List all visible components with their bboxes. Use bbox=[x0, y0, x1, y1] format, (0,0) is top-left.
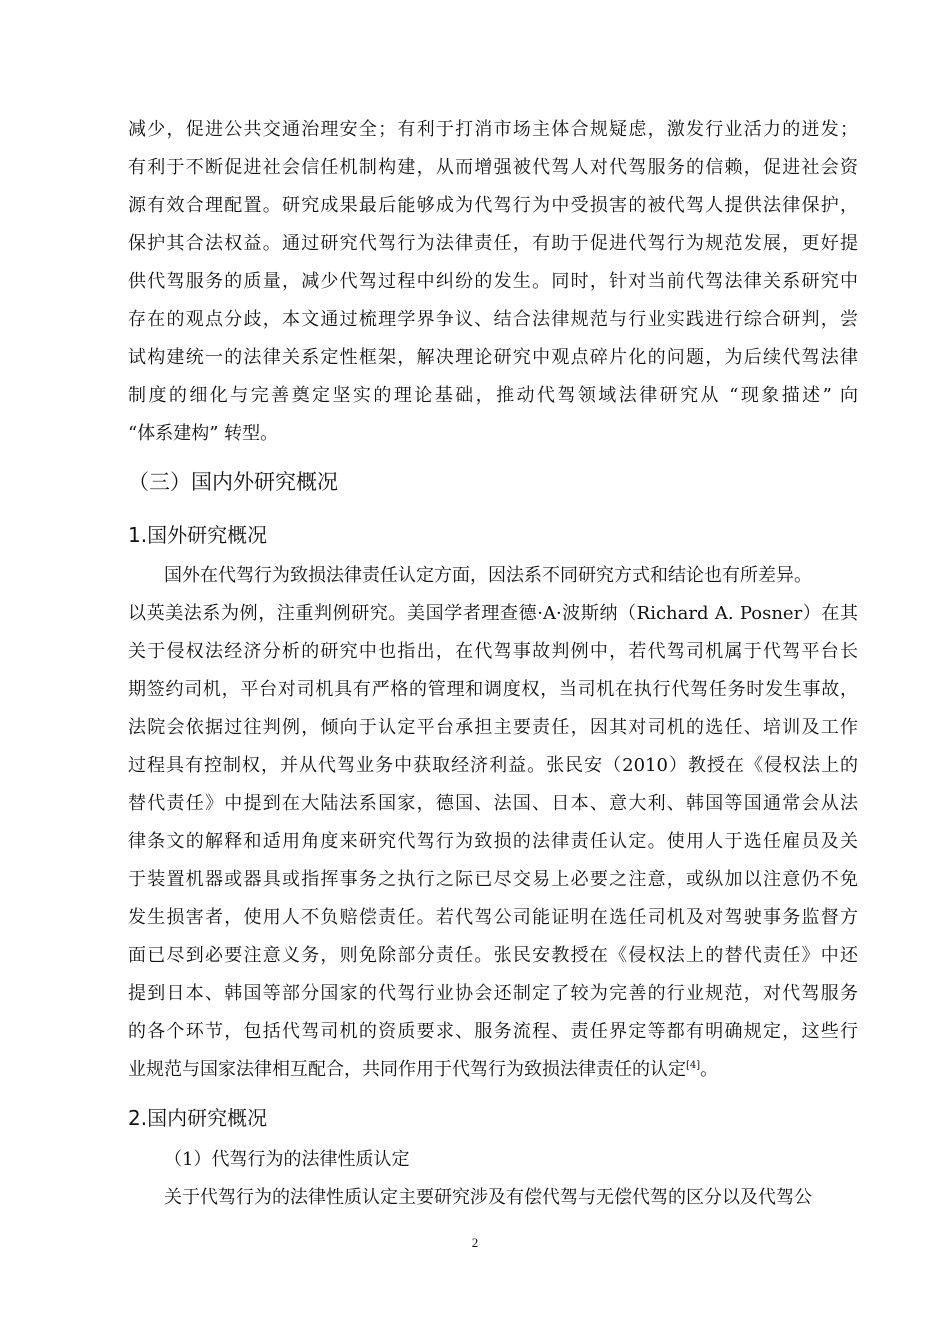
paragraph-line: 面已尽到必要注意义务，则免除部分责任。张民安教授在《侵权法上的替代责任》中还 bbox=[128, 945, 858, 966]
paragraph-line: 减少，促进公共交通治理安全；有利于打消市场主体合规疑虑，激发行业活力的迸发； bbox=[128, 119, 858, 140]
subsection-heading-domestic: 2.国内研究概况 bbox=[128, 1106, 268, 1130]
section-heading: （三）国内外研究概况 bbox=[128, 470, 338, 494]
paragraph-line: 法院会依据过往判例，倾向于认定平台承担主要责任，因其对司机的选任、培训及工作 bbox=[128, 717, 858, 738]
paragraph-line: 国外在代驾行为致损法律责任认定方面，因法系不同研究方式和结论也有所差异。 bbox=[164, 565, 812, 586]
paragraph-line: 期签约司机，平台对司机具有严格的管理和调度权，当司机在执行代驾任务时发生事故， bbox=[128, 679, 858, 700]
paragraph-line: 保护其合法权益。通过研究代驾行为法律责任，有助于促进代驾行为规范发展，更好提 bbox=[128, 233, 858, 254]
paragraph-line: “体系建构” 转型。 bbox=[128, 423, 279, 444]
paragraph-line: 过程具有控制权，并从代驾业务中获取经济利益。张民安（2010）教授在《侵权法上的 bbox=[128, 755, 858, 776]
page-number: 2 bbox=[471, 1235, 479, 1250]
paragraph-end: 。 bbox=[700, 1059, 719, 1080]
citation-ref: [4] bbox=[686, 1060, 701, 1071]
paragraph-line: 关于侵权法经济分析的研究中也指出，在代驾事故判例中，若代驾司机属于代驾平台长 bbox=[128, 641, 858, 662]
sub-subheading: （1）代驾行为的法律性质认定 bbox=[164, 1149, 410, 1170]
paragraph-line: 提到日本、韩国等部分国家的代驾行业协会还制定了较为完善的行业规范，对代驾服务 bbox=[128, 983, 858, 1004]
paragraph-line: 试构建统一的法律关系定性框架，解决理论研究中观点碎片化的问题，为后续代驾法律 bbox=[128, 347, 858, 368]
paragraph-line: 有利于不断促进社会信任机制构建，从而增强被代驾人对代驾服务的信赖，促进社会资 bbox=[128, 157, 858, 178]
paragraph-line: 关于代驾行为的法律性质认定主要研究涉及有偿代驾与无偿代驾的区分以及代驾公 bbox=[164, 1187, 812, 1208]
paragraph-line: 存在的观点分歧，本文通过梳理学界争议、结合法律规范与行业实践进行综合研判，尝 bbox=[128, 309, 858, 330]
paragraph-line: 替代责任》中提到在大陆法系国家，德国、法国、日本、意大利、韩国等国通常会从法 bbox=[128, 793, 858, 814]
paragraph-line: 的各个环节，包括代驾司机的资质要求、服务流程、责任界定等都有明确规定，这些行 bbox=[128, 1021, 858, 1042]
paragraph-line: 以英美法系为例，注重判例研究。美国学者理查德·A·波斯纳（Richard A. Posner）在其 bbox=[128, 603, 858, 624]
paragraph-line: 源有效合理配置。研究成果最后能够成为代驾行为中受损害的被代驾人提供法律保护， bbox=[128, 195, 858, 216]
paragraph-line: 于装置机器或器具或指挥事务之执行之际已尽交易上必要之注意，或纵加以注意仍不免 bbox=[128, 869, 858, 890]
paragraph-line: 发生损害者，使用人不负赔偿责任。若代驾公司能证明在选任司机及对驾驶事务监督方 bbox=[128, 907, 858, 928]
paragraph-line: 制度的细化与完善奠定坚实的理论基础，推动代驾领域法律研究从 “现象描述” 向 bbox=[128, 385, 858, 406]
paragraph-line: 律条文的解释和适用角度来研究代驾行为致损的法律责任认定。使用人于选任雇员及关 bbox=[128, 831, 858, 852]
paragraph-line: 供代驾服务的质量，减少代驾过程中纠纷的发生。同时，针对当前代驾法律关系研究中 bbox=[128, 271, 858, 292]
paragraph-text: 业规范与国家法律相互配合，共同作用于代驾行为致损法律责任的认定 bbox=[128, 1059, 686, 1080]
subsection-heading-foreign: 1.国外研究概况 bbox=[128, 523, 268, 547]
paragraph-line bbox=[128, 1058, 718, 1082]
